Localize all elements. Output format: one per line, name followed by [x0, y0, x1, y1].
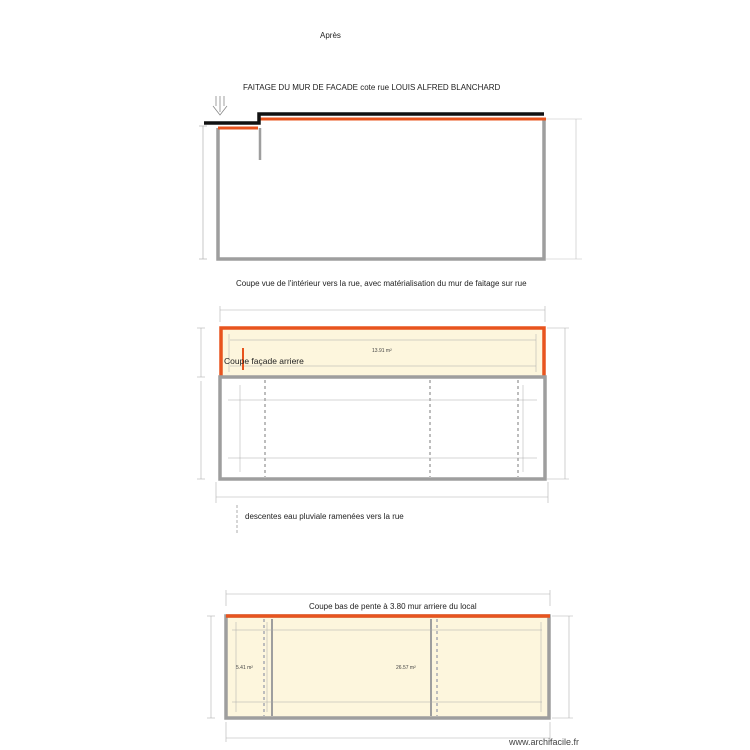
coupe-bas-title: Coupe bas de pente à 3.80 mur arriere du local	[309, 602, 477, 611]
area-label-upper: 13.91 m²	[372, 348, 392, 354]
descentes-label: descentes eau pluviale ramenées vers la rue	[245, 512, 404, 521]
facade-elevation	[199, 96, 582, 259]
apres-label: Après	[320, 31, 341, 40]
interior-section	[197, 306, 569, 533]
watermark-credit: www.archifacile.fr	[509, 737, 580, 747]
arrow-down-icon	[213, 96, 227, 115]
low-side-section	[207, 590, 573, 742]
faitage-title: FAITAGE DU MUR DE FACADE cote rue LOUIS ALFRED BLANCHARD	[243, 83, 501, 92]
coupe-facade-label: Coupe façade arriere	[224, 356, 304, 366]
area-label-main: 26.57 m²	[396, 665, 416, 671]
coupe-vue-title: Coupe vue de l'intérieur vers la rue, avec matérialisation du mur de faitage sur rue	[236, 279, 527, 288]
area-label-side: 5.41 m²	[236, 665, 253, 671]
